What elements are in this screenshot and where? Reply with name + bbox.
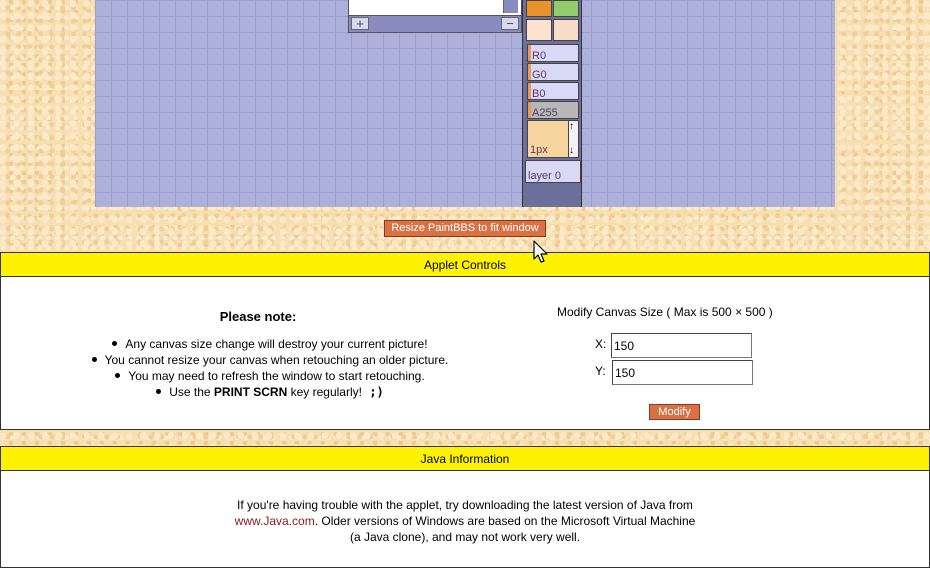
note-item bbox=[1, 353, 539, 367]
canvas-width-input[interactable] bbox=[611, 333, 752, 358]
tool-panel bbox=[522, 0, 582, 207]
layer-name-label: layer 0 bbox=[528, 170, 562, 182]
layer-window bbox=[348, 0, 522, 33]
modify-canvas-button[interactable]: Modify bbox=[649, 404, 700, 420]
java-info-line: (a Java clone), and may not work very well. bbox=[349, 530, 581, 544]
note-text: Any canvas size change will destroy your current picture! bbox=[125, 337, 428, 351]
note-text: You cannot resize your canvas when retouching an older picture. bbox=[104, 353, 449, 367]
layer-window-toolbar bbox=[349, 15, 521, 32]
note-text: Use the bbox=[169, 385, 214, 399]
java-info-text bbox=[1, 497, 929, 545]
bullet-icon bbox=[112, 341, 117, 346]
resize-applet-button[interactable]: Resize PaintBBS to fit window bbox=[384, 220, 546, 237]
applet-controls-header: Applet Controls bbox=[1, 253, 929, 277]
print-screen-key: PRINT SCRN bbox=[213, 385, 288, 399]
wink-emoticon: ;) bbox=[369, 385, 384, 399]
red-slider[interactable] bbox=[527, 44, 579, 62]
bullet-icon bbox=[115, 373, 120, 378]
java-info-header: Java Information bbox=[1, 447, 929, 471]
remove-layer-button[interactable]: − bbox=[501, 17, 519, 30]
color-swatch-peach[interactable] bbox=[526, 19, 552, 41]
alpha-slider[interactable] bbox=[527, 101, 579, 119]
add-layer-button[interactable]: + bbox=[351, 17, 369, 30]
note-text: key regularly! bbox=[287, 385, 362, 399]
layer-window-scrollbar[interactable] bbox=[503, 0, 518, 13]
java-info-line: If you're having trouble with the applet, try downloading the latest version of Java from bbox=[237, 498, 693, 512]
green-slider[interactable] bbox=[527, 63, 579, 81]
y-label: Y: bbox=[595, 364, 606, 378]
java-info-line: . Older versions of Windows are based on the Microsoft Virtual Machine bbox=[314, 514, 696, 528]
red-slider-label: R0 bbox=[532, 50, 547, 62]
bullet-icon bbox=[156, 389, 161, 394]
bullet-icon bbox=[92, 357, 97, 362]
green-slider-label: G0 bbox=[532, 69, 547, 81]
note-item bbox=[1, 385, 539, 399]
canvas-height-input[interactable] bbox=[612, 360, 753, 385]
note-item bbox=[1, 369, 539, 383]
java-info-panel bbox=[0, 446, 930, 568]
note-item bbox=[1, 337, 539, 351]
color-swatch-orange[interactable] bbox=[526, 0, 552, 17]
modify-canvas-title: Modify Canvas Size ( Max is 500 × 500 ) bbox=[557, 305, 773, 319]
color-swatch-green[interactable] bbox=[553, 0, 579, 17]
blue-slider-label: B0 bbox=[532, 88, 546, 100]
layer-selector[interactable] bbox=[525, 160, 581, 183]
up-arrow-icon[interactable]: ↑ bbox=[569, 121, 574, 132]
note-text: You may need to refresh the window to start retouching. bbox=[128, 369, 425, 383]
brush-size-label: 1px bbox=[530, 144, 548, 156]
color-swatch-light-peach[interactable] bbox=[553, 19, 579, 41]
applet-controls-panel bbox=[0, 252, 930, 430]
x-label: X: bbox=[595, 337, 607, 351]
brush-size-box[interactable] bbox=[527, 120, 579, 158]
java-download-link[interactable]: www.Java.com bbox=[234, 514, 315, 528]
note-title: Please note: bbox=[219, 309, 297, 324]
mouse-pointer-icon bbox=[533, 240, 549, 264]
alpha-slider-label: A255 bbox=[532, 107, 558, 119]
down-arrow-icon[interactable]: ↓ bbox=[569, 145, 574, 156]
blue-slider[interactable] bbox=[527, 82, 579, 100]
brush-size-scroll[interactable] bbox=[568, 121, 578, 157]
